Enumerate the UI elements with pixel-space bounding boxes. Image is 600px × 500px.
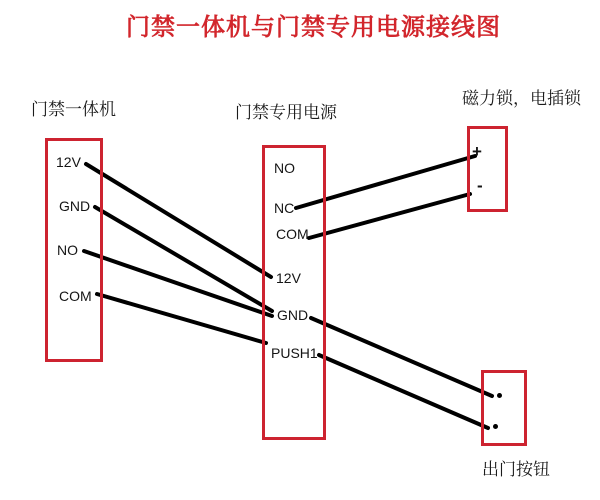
terminal-access-controller-com: COM bbox=[59, 288, 92, 304]
exit-button-contact-dot-1 bbox=[497, 393, 502, 398]
wire bbox=[311, 318, 492, 396]
diagram-title: 门禁一体机与门禁专用电源接线图 bbox=[126, 14, 501, 41]
box-exit-button bbox=[481, 370, 527, 446]
terminal-magnetic-lock-+: + bbox=[472, 142, 482, 161]
box-power-supply bbox=[262, 145, 326, 440]
wire bbox=[309, 194, 470, 238]
access-controller-label: 门禁一体机 bbox=[31, 100, 116, 119]
terminal-power-supply-12v: 12V bbox=[276, 270, 301, 286]
wire bbox=[319, 355, 488, 428]
wire bbox=[97, 294, 266, 343]
exit-button-label: 出门按钮 bbox=[482, 460, 550, 479]
terminal-power-supply-com: COM bbox=[276, 226, 309, 242]
terminal-power-supply-no: NO bbox=[274, 160, 295, 176]
power-supply-label: 门禁专用电源 bbox=[235, 103, 337, 122]
terminal-access-controller-no: NO bbox=[57, 242, 78, 258]
terminal-access-controller-12v: 12V bbox=[56, 154, 81, 170]
terminal-magnetic-lock--: - bbox=[477, 176, 483, 195]
magnetic-lock-label: 磁力锁，电插锁 bbox=[462, 89, 581, 108]
terminal-power-supply-gnd: GND bbox=[277, 307, 309, 323]
exit-button-contact-dot-2 bbox=[493, 424, 498, 429]
box-magnetic-lock bbox=[467, 126, 508, 212]
terminal-power-supply-push1: PUSH1 bbox=[271, 345, 318, 361]
terminal-power-supply-nc: NC bbox=[274, 200, 295, 216]
terminal-access-controller-gnd: GND bbox=[59, 198, 91, 214]
